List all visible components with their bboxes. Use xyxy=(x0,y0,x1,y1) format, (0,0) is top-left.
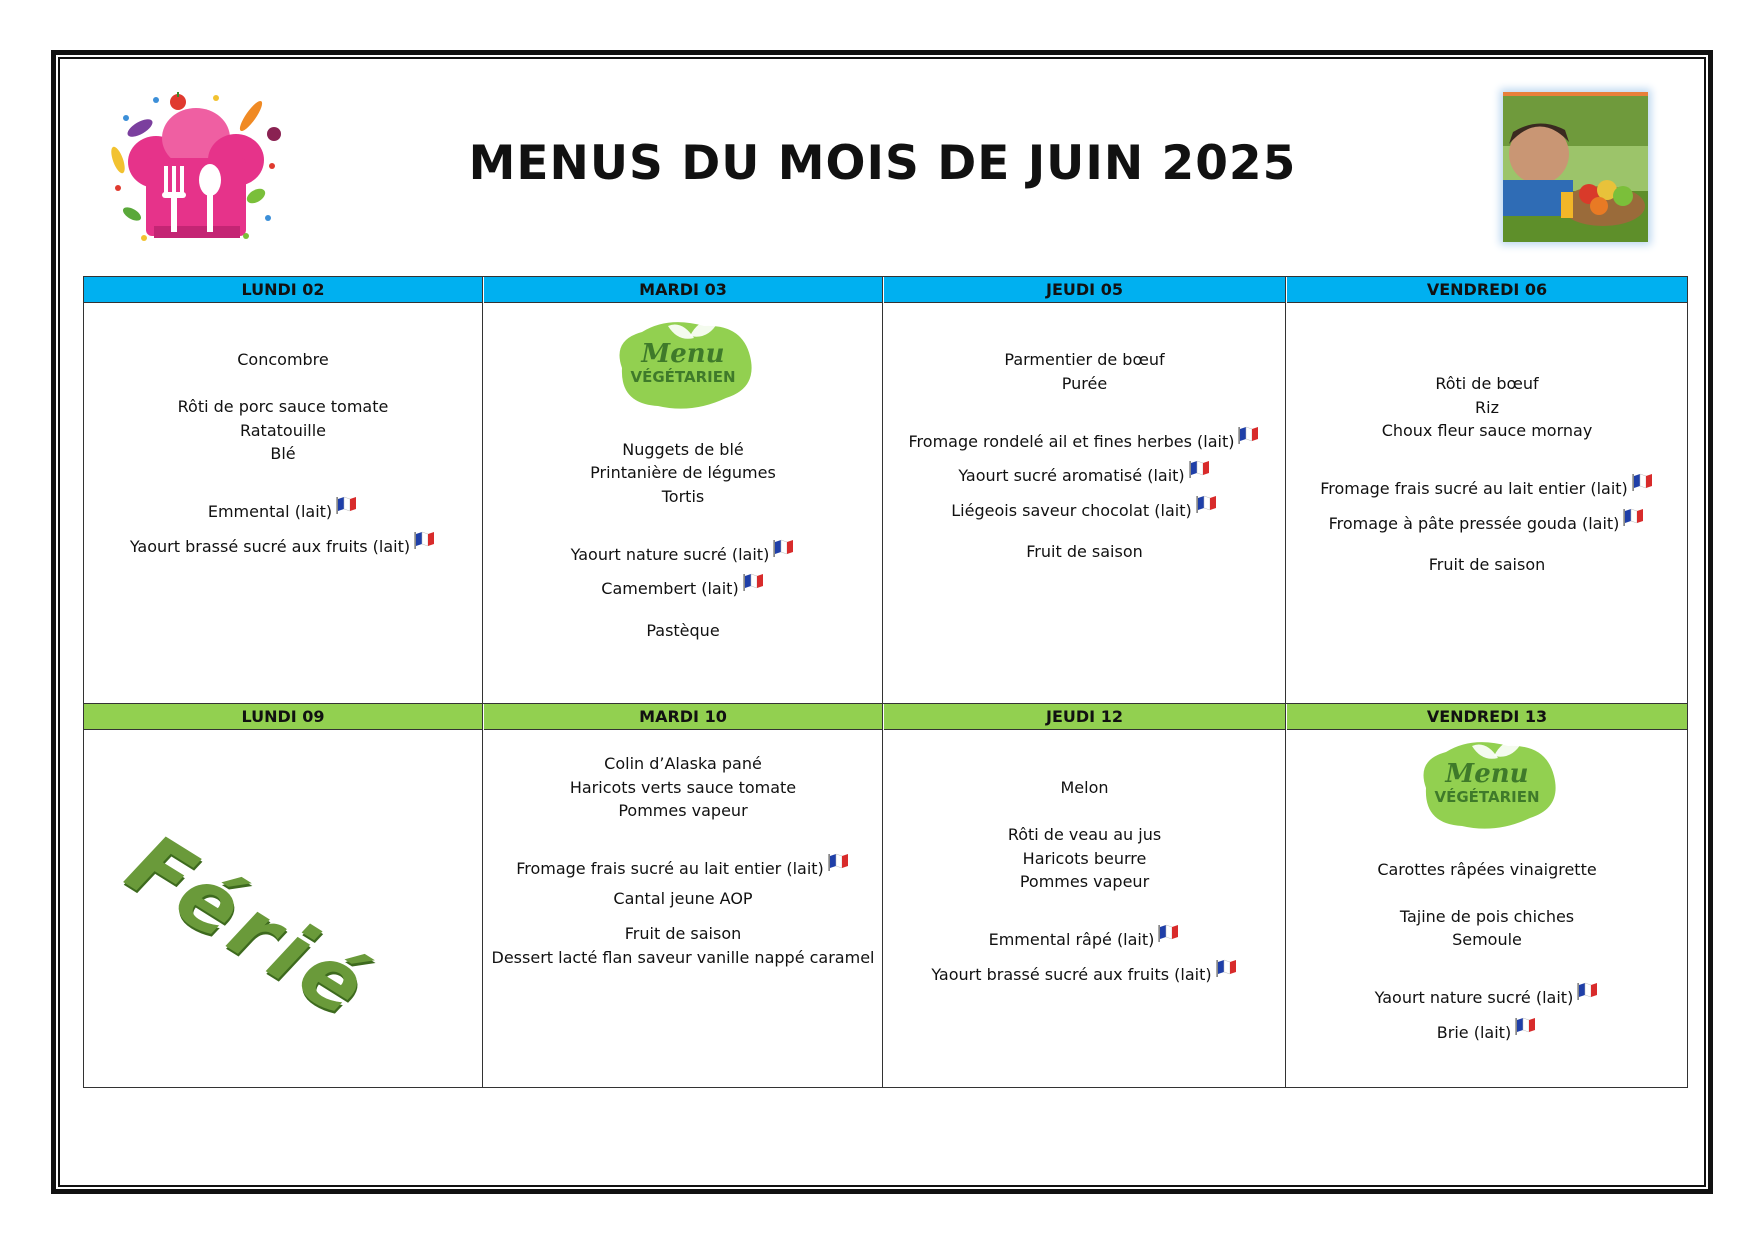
menu-item-text: Blé xyxy=(270,444,296,463)
menu-item xyxy=(884,348,1285,372)
vegetarian-badge-script: Menu xyxy=(1445,759,1529,789)
vegetarian-menu-badge xyxy=(484,310,882,414)
menu-item-text: Pastèque xyxy=(646,620,720,640)
menu-item-text: Ratatouille xyxy=(239,420,327,440)
menu-item-text: Brie (lait) xyxy=(1436,1022,1512,1042)
french-flag-icon xyxy=(773,538,795,558)
menu-item-text: Yaourt nature sucré (lait) xyxy=(570,544,770,564)
menu-item xyxy=(484,752,882,776)
vegetarian-badge-text: VÉGÉTARIEN xyxy=(630,368,736,386)
menu-item-text: Melon xyxy=(1060,778,1109,797)
menu-item xyxy=(884,823,1285,847)
menu-item-text: Tajine de pois chiches xyxy=(1399,906,1575,926)
menu-item-text: Fromage rondelé ail et fines herbes (lait) xyxy=(908,431,1235,451)
french-flag-icon xyxy=(1623,507,1645,527)
spacer xyxy=(884,528,1285,540)
day-header: VENDREDI 06 xyxy=(1287,277,1687,303)
french-flag-icon xyxy=(1158,923,1180,943)
menu-item-text: Purée xyxy=(1061,373,1108,393)
spacer xyxy=(1287,443,1687,467)
dairy-item xyxy=(1287,1016,1687,1045)
menu-item xyxy=(884,870,1285,894)
menu-item-text: Fromage frais sucré au lait entier (lait) xyxy=(516,859,824,878)
menu-item xyxy=(884,540,1285,564)
dairy-item xyxy=(1287,507,1687,536)
menu-item xyxy=(1287,372,1687,396)
day-header: MARDI 10 xyxy=(484,704,882,730)
menu-item-text: Printanière de légumes xyxy=(590,463,776,482)
french-flag-icon xyxy=(336,495,358,515)
menu-item-text: Camembert (lait) xyxy=(601,579,739,598)
menu-item xyxy=(484,485,882,509)
menu-item-text: Rôti de porc sauce tomate xyxy=(177,397,389,416)
menu-item xyxy=(84,348,482,372)
vegetarian-leaf-icon xyxy=(1412,730,1562,834)
menu-item-text: Haricots beurre xyxy=(1022,848,1147,868)
menu-item-text: Yaourt sucré aromatisé (lait) xyxy=(958,466,1185,485)
menu-item xyxy=(884,372,1285,396)
french-flag-icon xyxy=(1196,494,1218,514)
column-divider xyxy=(482,276,483,1088)
dairy-item xyxy=(884,923,1285,952)
menu-item-text: Concombre xyxy=(237,350,329,369)
day-header: LUNDI 02 xyxy=(84,277,482,303)
spacer xyxy=(1287,881,1687,905)
menu-cell-vendredi-06 xyxy=(1287,372,1687,577)
spacer xyxy=(1287,952,1687,976)
menu-item xyxy=(84,419,482,443)
menu-item xyxy=(1287,419,1687,443)
spacer xyxy=(1287,834,1687,858)
menu-item xyxy=(484,776,882,800)
menu-item-text: Rôti de veau au jus xyxy=(1007,825,1162,844)
menu-cell-jeudi-12 xyxy=(884,776,1285,992)
menu-item-text: Nuggets de blé xyxy=(622,439,744,459)
menu-item xyxy=(484,619,882,643)
menu-item-text: Choux fleur sauce mornay xyxy=(1381,421,1593,440)
menu-item-text: Emmental (lait) xyxy=(207,502,333,521)
day-header: JEUDI 12 xyxy=(884,704,1285,730)
spacer xyxy=(884,894,1285,918)
spacer xyxy=(884,395,1285,419)
menu-item-text: Haricots verts sauce tomate xyxy=(569,777,797,797)
dairy-item xyxy=(1287,981,1687,1010)
day-header: LUNDI 09 xyxy=(84,704,482,730)
menu-item-text: Cantal jeune AOP xyxy=(613,888,753,908)
menu-item-text: Fruit de saison xyxy=(1428,555,1546,574)
column-divider xyxy=(882,276,883,1088)
french-flag-icon xyxy=(1632,472,1654,492)
french-flag-icon xyxy=(1238,425,1260,445)
dairy-item xyxy=(484,852,882,881)
french-flag-icon xyxy=(743,572,765,592)
menu-cell-mardi-03 xyxy=(484,310,882,642)
menu-cell-jeudi-05 xyxy=(884,348,1285,564)
menu-item-text: Liégeois saveur chocolat (lait) xyxy=(951,500,1192,520)
french-flag-icon xyxy=(1216,958,1238,978)
spacer xyxy=(484,910,882,922)
french-flag-icon xyxy=(414,530,436,550)
menu-item-text: Pommes vapeur xyxy=(1019,872,1150,891)
french-flag-icon xyxy=(1189,459,1211,479)
menu-item-text: Dessert lacté flan saveur vanille nappé caramel xyxy=(491,947,875,967)
column-divider xyxy=(1285,276,1286,1088)
dairy-item xyxy=(84,530,482,559)
day-header: VENDREDI 13 xyxy=(1287,704,1687,730)
holiday-label: Férié xyxy=(111,815,388,1039)
menu-item xyxy=(84,442,482,466)
menu-item-text: Yaourt brassé sucré aux fruits (lait) xyxy=(129,536,411,556)
day-header: MARDI 03 xyxy=(484,277,882,303)
menu-item xyxy=(1287,905,1687,929)
menu-item xyxy=(1287,396,1687,420)
dairy-item xyxy=(884,425,1285,454)
french-flag-icon xyxy=(1515,1016,1537,1036)
menu-item-text: Yaourt nature sucré (lait) xyxy=(1374,988,1574,1007)
vegetarian-leaf-icon xyxy=(608,310,758,414)
menu-item xyxy=(1287,553,1687,577)
spacer xyxy=(484,414,882,438)
dairy-item xyxy=(884,958,1285,987)
vegetarian-menu-badge xyxy=(1287,730,1687,834)
menu-item-text: Colin d’Alaska pané xyxy=(604,754,762,773)
menu-item-text: Riz xyxy=(1475,397,1499,417)
menu-cell-lundi-02 xyxy=(84,348,482,564)
menu-item-text: Fromage frais sucré au lait entier (lait) xyxy=(1320,479,1628,498)
spacer xyxy=(484,508,882,532)
menu-item xyxy=(484,922,882,946)
menu-item-text: Fruit de saison xyxy=(1026,542,1143,561)
spacer xyxy=(884,800,1285,824)
menu-item-text: Emmental râpé (lait) xyxy=(988,930,1155,949)
menu-item-text: Semoule xyxy=(1452,930,1522,949)
menu-item xyxy=(484,461,882,485)
menu-item xyxy=(84,395,482,419)
child-with-fruits-photo xyxy=(1503,92,1648,242)
menu-item-text: Tortis xyxy=(661,486,705,506)
vegetarian-badge-script: Menu xyxy=(641,339,725,369)
menu-item xyxy=(484,799,882,823)
chef-hat-logo-icon xyxy=(96,88,301,248)
page-title: MENUS DU MOIS DE JUIN 2025 xyxy=(468,136,1297,191)
dairy-item xyxy=(884,494,1285,523)
menu-item xyxy=(484,438,882,462)
spacer xyxy=(84,372,482,396)
spacer xyxy=(484,607,882,619)
vegetarian-badge-text: VÉGÉTARIEN xyxy=(1434,788,1540,806)
french-flag-icon xyxy=(828,852,850,872)
dairy-item xyxy=(84,495,482,524)
dairy-item xyxy=(484,572,882,601)
menu-item xyxy=(884,776,1285,800)
dairy-item xyxy=(484,538,882,567)
menu-item xyxy=(1287,858,1687,882)
dairy-item xyxy=(1287,472,1687,501)
menu-cell-vendredi-13 xyxy=(1287,730,1687,1050)
menu-item xyxy=(484,887,882,911)
menu-item xyxy=(884,847,1285,871)
menu-cell-mardi-10 xyxy=(484,752,882,969)
french-flag-icon xyxy=(1577,981,1599,1001)
menu-item xyxy=(1287,928,1687,952)
menu-item-text: Fruit de saison xyxy=(624,924,742,943)
spacer xyxy=(84,466,482,490)
menu-item-text: Parmentier de bœuf xyxy=(1004,350,1165,369)
dairy-item xyxy=(884,459,1285,488)
menu-item xyxy=(484,946,882,970)
spacer xyxy=(484,823,882,847)
menu-item-text: Pommes vapeur xyxy=(618,801,748,820)
menu-item-text: Rôti de bœuf xyxy=(1435,374,1539,393)
menu-item-text: Yaourt brassé sucré aux fruits (lait) xyxy=(931,964,1212,984)
menu-item-text: Fromage à pâte pressée gouda (lait) xyxy=(1328,513,1620,533)
spacer xyxy=(1287,541,1687,553)
menu-item-text: Carottes râpées vinaigrette xyxy=(1377,859,1597,879)
day-header: JEUDI 05 xyxy=(884,277,1285,303)
